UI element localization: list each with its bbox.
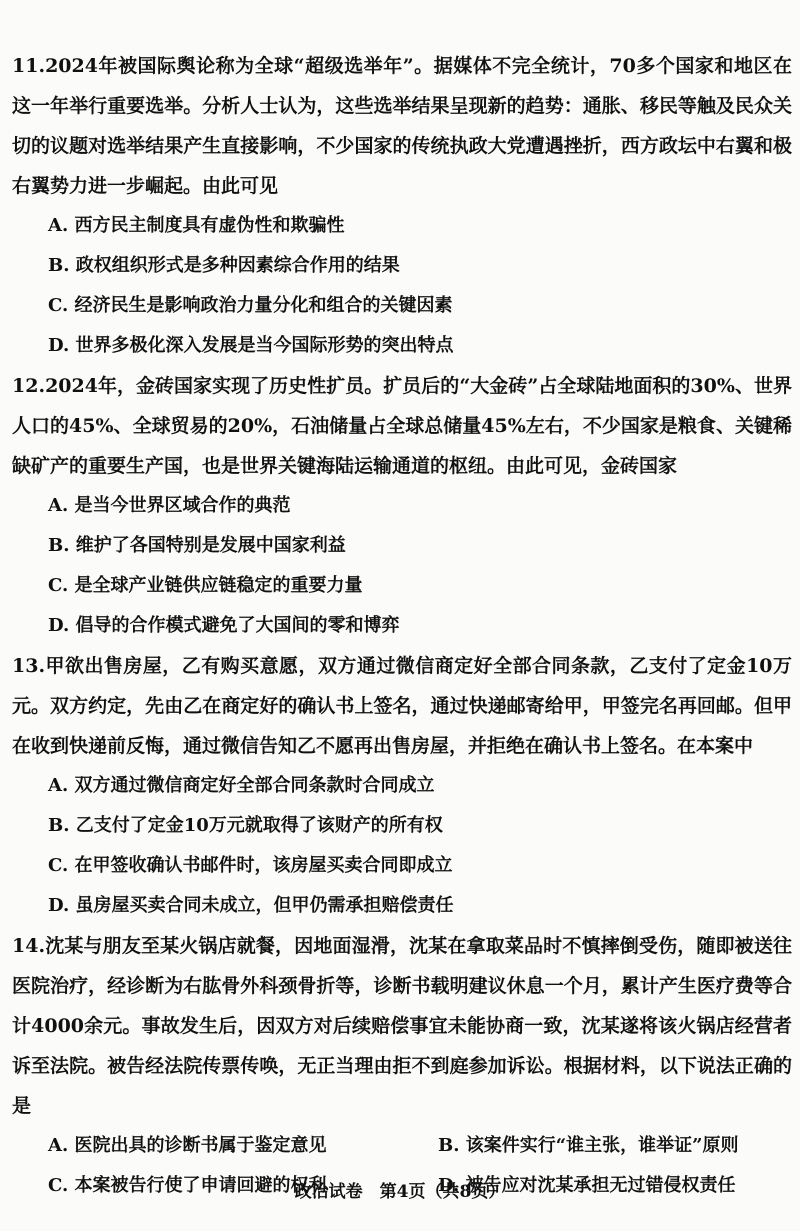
option-d: D. 被告应对沈某承担无过错侵权责任 — [438, 1175, 736, 1196]
question-14 — [12, 926, 792, 1206]
option-a: A. 医院出具的诊断书属于鉴定意见 — [48, 1135, 327, 1156]
option-c: C. 是全球产业链供应链稳定的重要力量 — [48, 575, 363, 596]
question-stem — [12, 926, 792, 1126]
option-c: C. 在甲签收确认书邮件时，该房屋买卖合同即成立 — [48, 855, 453, 876]
option-c: C. 经济民生是影响政治力量分化和组合的关键因素 — [48, 295, 453, 316]
question-11 — [12, 46, 792, 366]
question-number: 14. — [12, 935, 46, 957]
question-number: 11. — [12, 55, 46, 77]
option-b: B. 该案件实行“谁主张，谁举证”原则 — [438, 1135, 739, 1156]
question-13 — [12, 646, 792, 926]
option-a: A. 西方民主制度具有虚伪性和欺骗性 — [48, 215, 345, 236]
question-number: 12. — [12, 375, 46, 397]
question-number: 13. — [12, 655, 46, 677]
question-text: 2024年被国际舆论称为全球“超级选举年”。据媒体不完全统计，70多个国家和地区在这一年举行重要选举。分析人士认为，这些选举结果呈现新的趋势：通胀、移民等触及民众关切的议题对选举结果产生直接影响，不少国家的传统执政大党遭遇挫折，西方政坛中右翼和极右翼势力进一步崛起。由此可见 — [12, 55, 792, 197]
option-a: A. 是当今世界区域合作的典范 — [48, 495, 291, 516]
option-b: B. 政权组织形式是多种因素综合作用的结果 — [48, 255, 400, 276]
option-c: C. 本案被告行使了申请回避的权利 — [48, 1175, 327, 1196]
option-d: D. 世界多极化深入发展是当今国际形势的突出特点 — [48, 335, 454, 356]
question-12 — [12, 366, 792, 646]
question-text: 沈某与朋友至某火锅店就餐，因地面湿滑，沈某在拿取菜品时不慎摔倒受伤，随即被送往医院治疗，经诊断为右肱骨外科颈骨折等，诊断书载明建议休息一个月，累计产生医疗费等合计4000余元。事故发生后，因双方对后续赔偿事宜未能协商一致，沈某遂将该火锅店经营者诉至法院。被告经法院传票传唤，无正当理由拒不到庭参加诉讼。根据材料，以下说法正确的是 — [12, 935, 792, 1117]
option-b: B. 乙支付了定金10万元就取得了该财产的所有权 — [48, 815, 443, 836]
question-stem — [12, 46, 792, 206]
page-footer: 政治试卷 第4页（共8页） — [294, 1182, 506, 1202]
question-stem — [12, 366, 792, 486]
question-stem — [12, 646, 792, 766]
option-a: A. 双方通过微信商定好全部合同条款时合同成立 — [48, 775, 435, 796]
option-d: D. 虽房屋买卖合同未成立，但甲仍需承担赔偿责任 — [48, 895, 454, 916]
option-row — [12, 1126, 792, 1166]
question-text: 甲欲出售房屋，乙有购买意愿，双方通过微信商定好全部合同条款，乙支付了定金10万元。双方约定，先由乙在商定好的确认书上签名，通过快递邮寄给甲，甲签完名再回邮。但甲在收到快递前反悔，通过微信告知乙不愿再出售房屋，并拒绝在确认书上签名。在本案中 — [12, 655, 792, 757]
option-b: B. 维护了各国特别是发展中国家利益 — [48, 535, 346, 556]
question-text: 2024年，金砖国家实现了历史性扩员。扩员后的“大金砖”占全球陆地面积的30%、世界人口的45%、全球贸易的20%，石油储量占全球总储量45%左右，不少国家是粮食、关键稀缺矿产的重要生产国，也是世界关键海陆运输通道的枢纽。由此可见，金砖国家 — [12, 375, 792, 477]
option-d: D. 倡导的合作模式避免了大国间的零和博弈 — [48, 615, 400, 636]
